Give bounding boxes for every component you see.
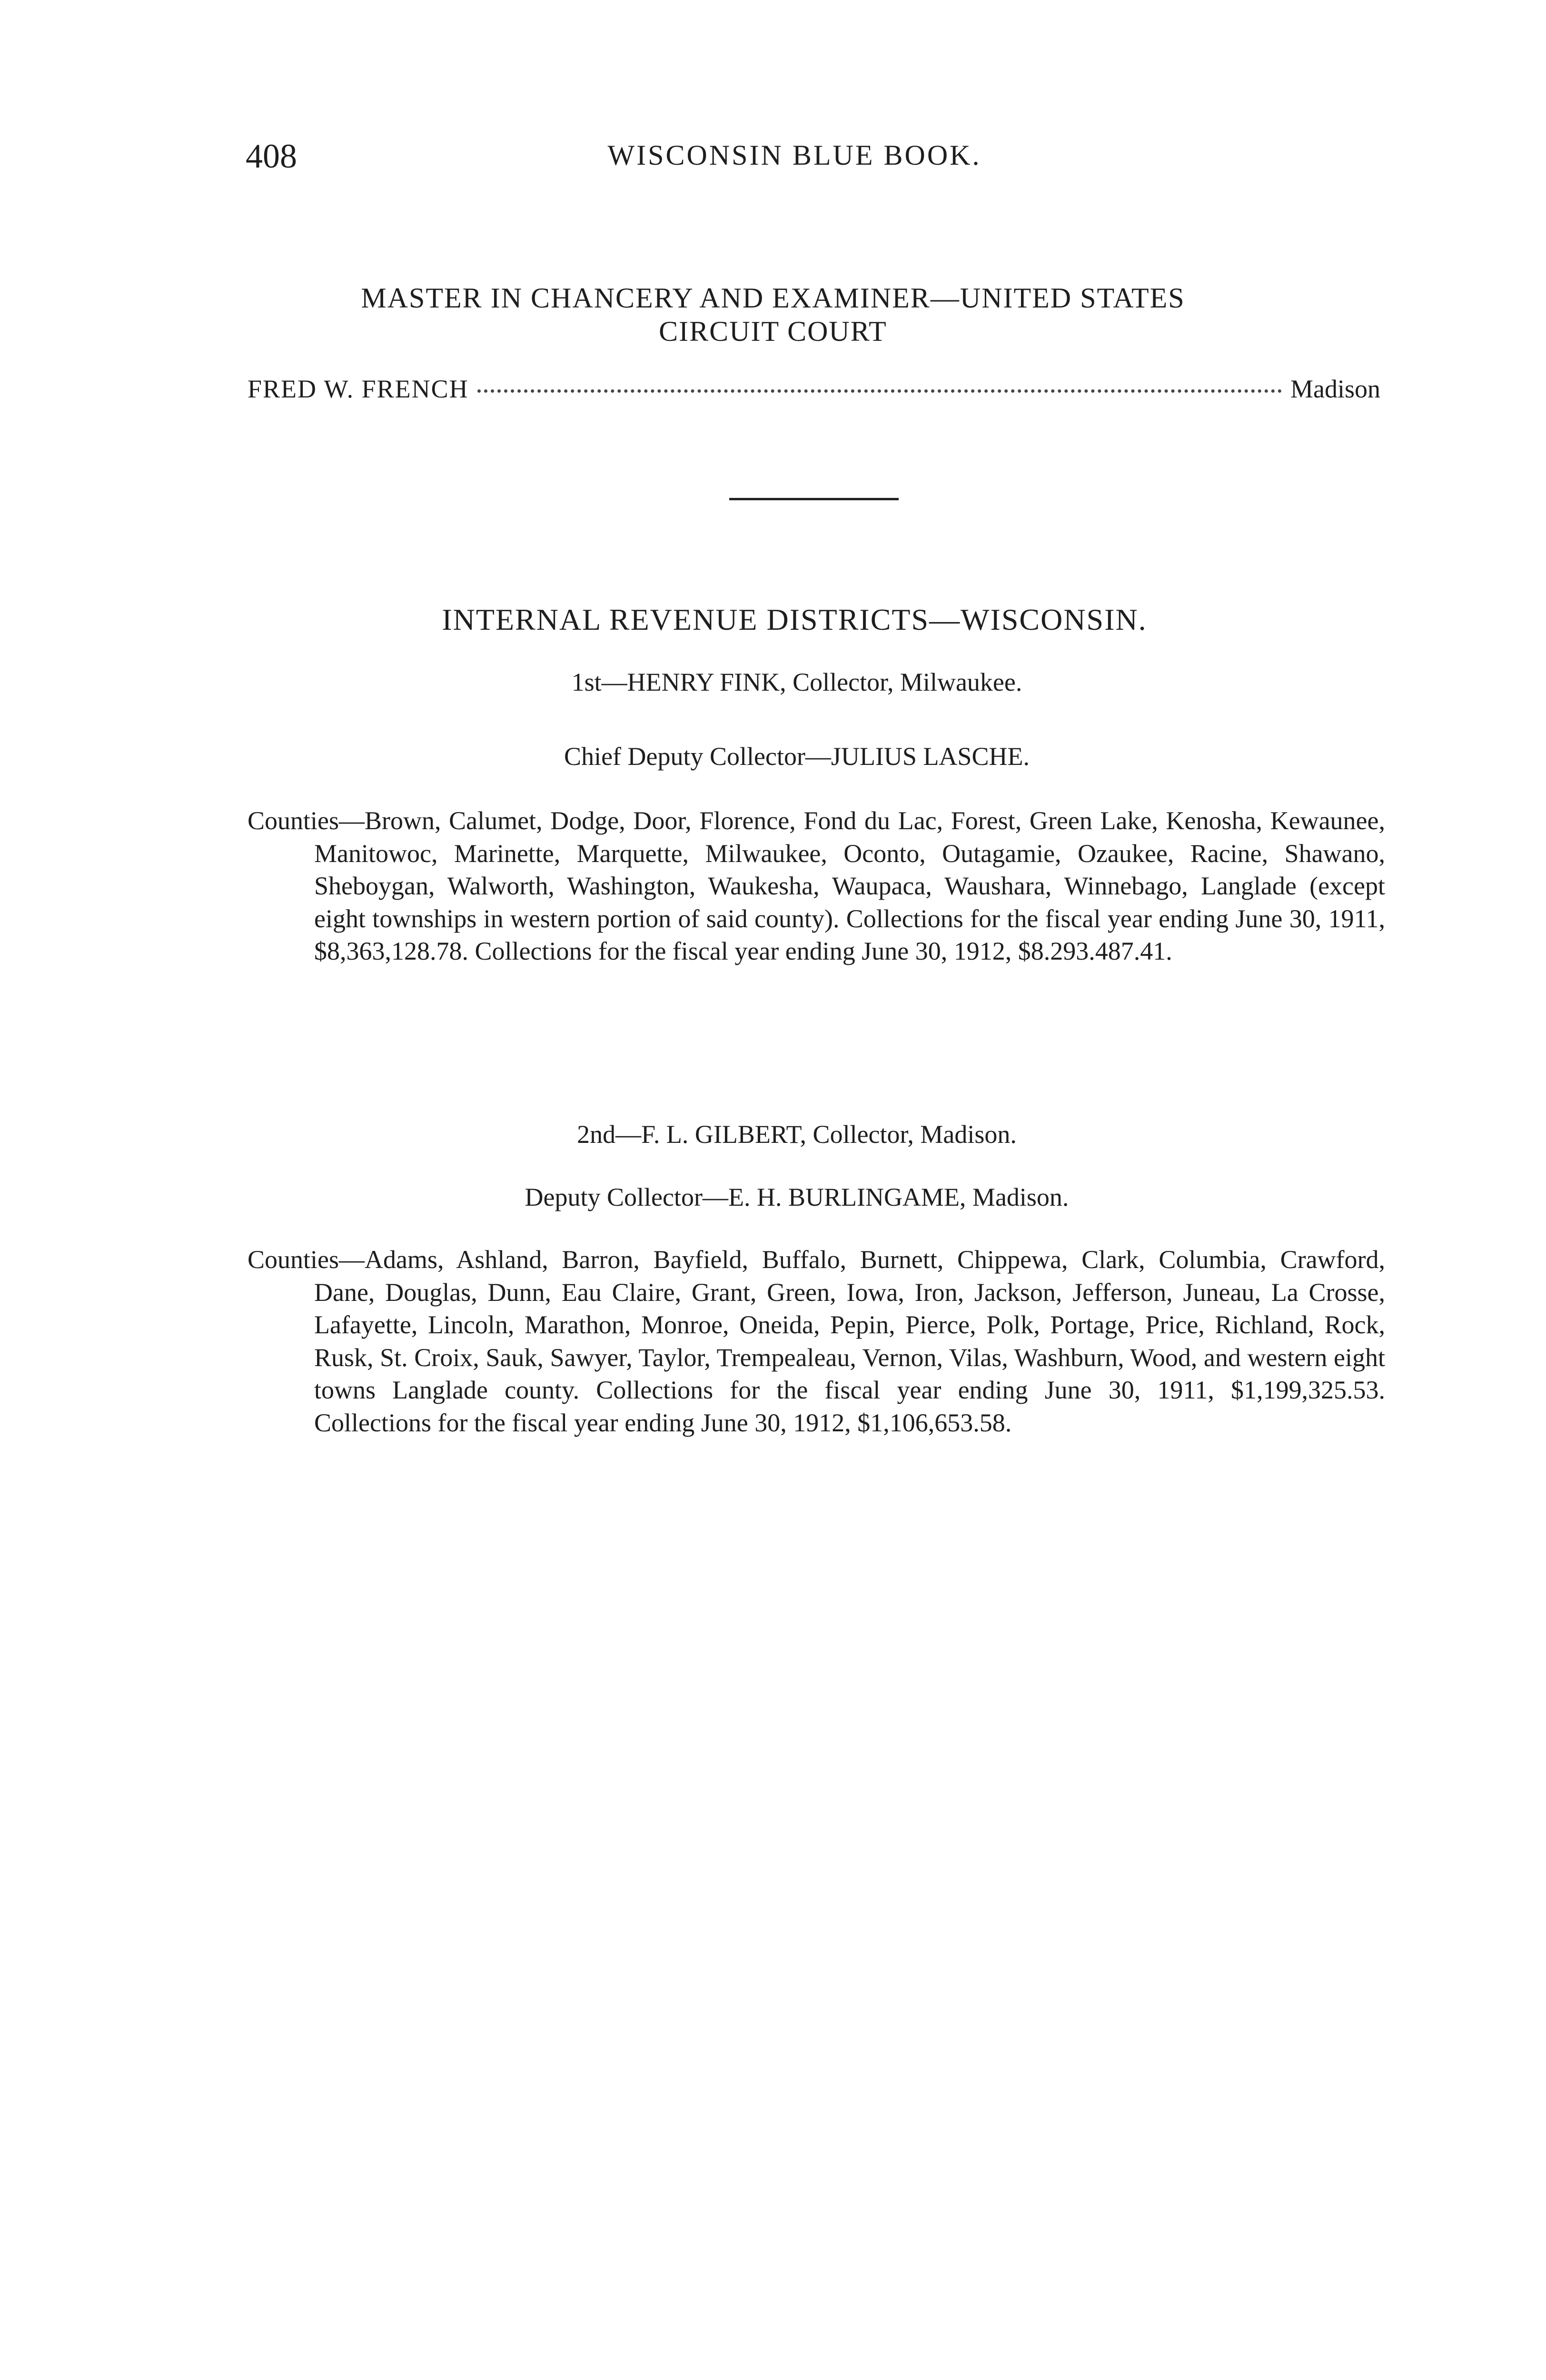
running-title: WISCONSIN BLUE BOOK. — [607, 139, 981, 171]
district-2-deputy: Deputy Collector—E. H. BURLINGAME, Madison. — [525, 1183, 1069, 1211]
internal-revenue-title: INTERNAL REVENUE DISTRICTS—WISCONSIN. — [442, 603, 1147, 636]
district-2-collector: 2nd—F. L. GILBERT, Collector, Madison. — [577, 1120, 1017, 1149]
officer-name: FRED W. FRENCH — [248, 375, 469, 403]
page-number: 408 — [246, 137, 297, 175]
master-chancery-title-line1: MASTER IN CHANCERY AND EXAMINER—UNITED STATES — [361, 282, 1185, 314]
master-chancery-title-line2: CIRCUIT COURT — [659, 316, 887, 347]
district-1-collector: 1st—HENRY FINK, Collector, Milwaukee. — [571, 668, 1022, 696]
officer-city: Madison — [1290, 375, 1380, 403]
district-1-counties: Counties—Brown, Calumet, Dodge, Door, Florence, Fond du Lac, Forest, Green Lake, Kenosha, Kewaunee, Manitowoc, Marinette, Marquette, Milwaukee, Oconto, Outagamie, Ozaukee, Racine, Shawano, Sheboygan, Walworth, Washington, Waukesha, Waupaca, Waushara, Winnebago, Langlade (except eight townships in western portion of said county). Collections for the fiscal year ending June 30, 1911, $8,363,128.78. Collections for the fiscal year ending June 30, 1912, $8.293.487.41. — [248, 806, 1385, 966]
dot-leader — [477, 389, 1282, 393]
district-1-deputy: Chief Deputy Collector—JULIUS LASCHE. — [564, 742, 1030, 771]
section-divider — [729, 498, 899, 500]
officer-entry — [248, 376, 1380, 402]
district-2-counties: Counties—Adams, Ashland, Barron, Bayfield, Buffalo, Burnett, Chippewa, Clark, Columbia, Crawford, Dane, Douglas, Dunn, Eau Claire, Grant, Green, Iowa, Iron, Jackson, Jefferson, Juneau, La Crosse, Lafayette, Lincoln, Marathon, Monroe, Oneida, Pepin, Pierce, Polk, Portage, Price, Richland, Rock, Rusk, St. Croix, Sauk, Sawyer, Taylor, Trempealeau, Vernon, Vilas, Washburn, Wood, and western eight towns Langlade county. Collections for the fiscal year ending June 30, 1911, $1,199,325.53. Collections for the fiscal year ending June 30, 1912, $1,106,653.58. — [248, 1245, 1385, 1437]
